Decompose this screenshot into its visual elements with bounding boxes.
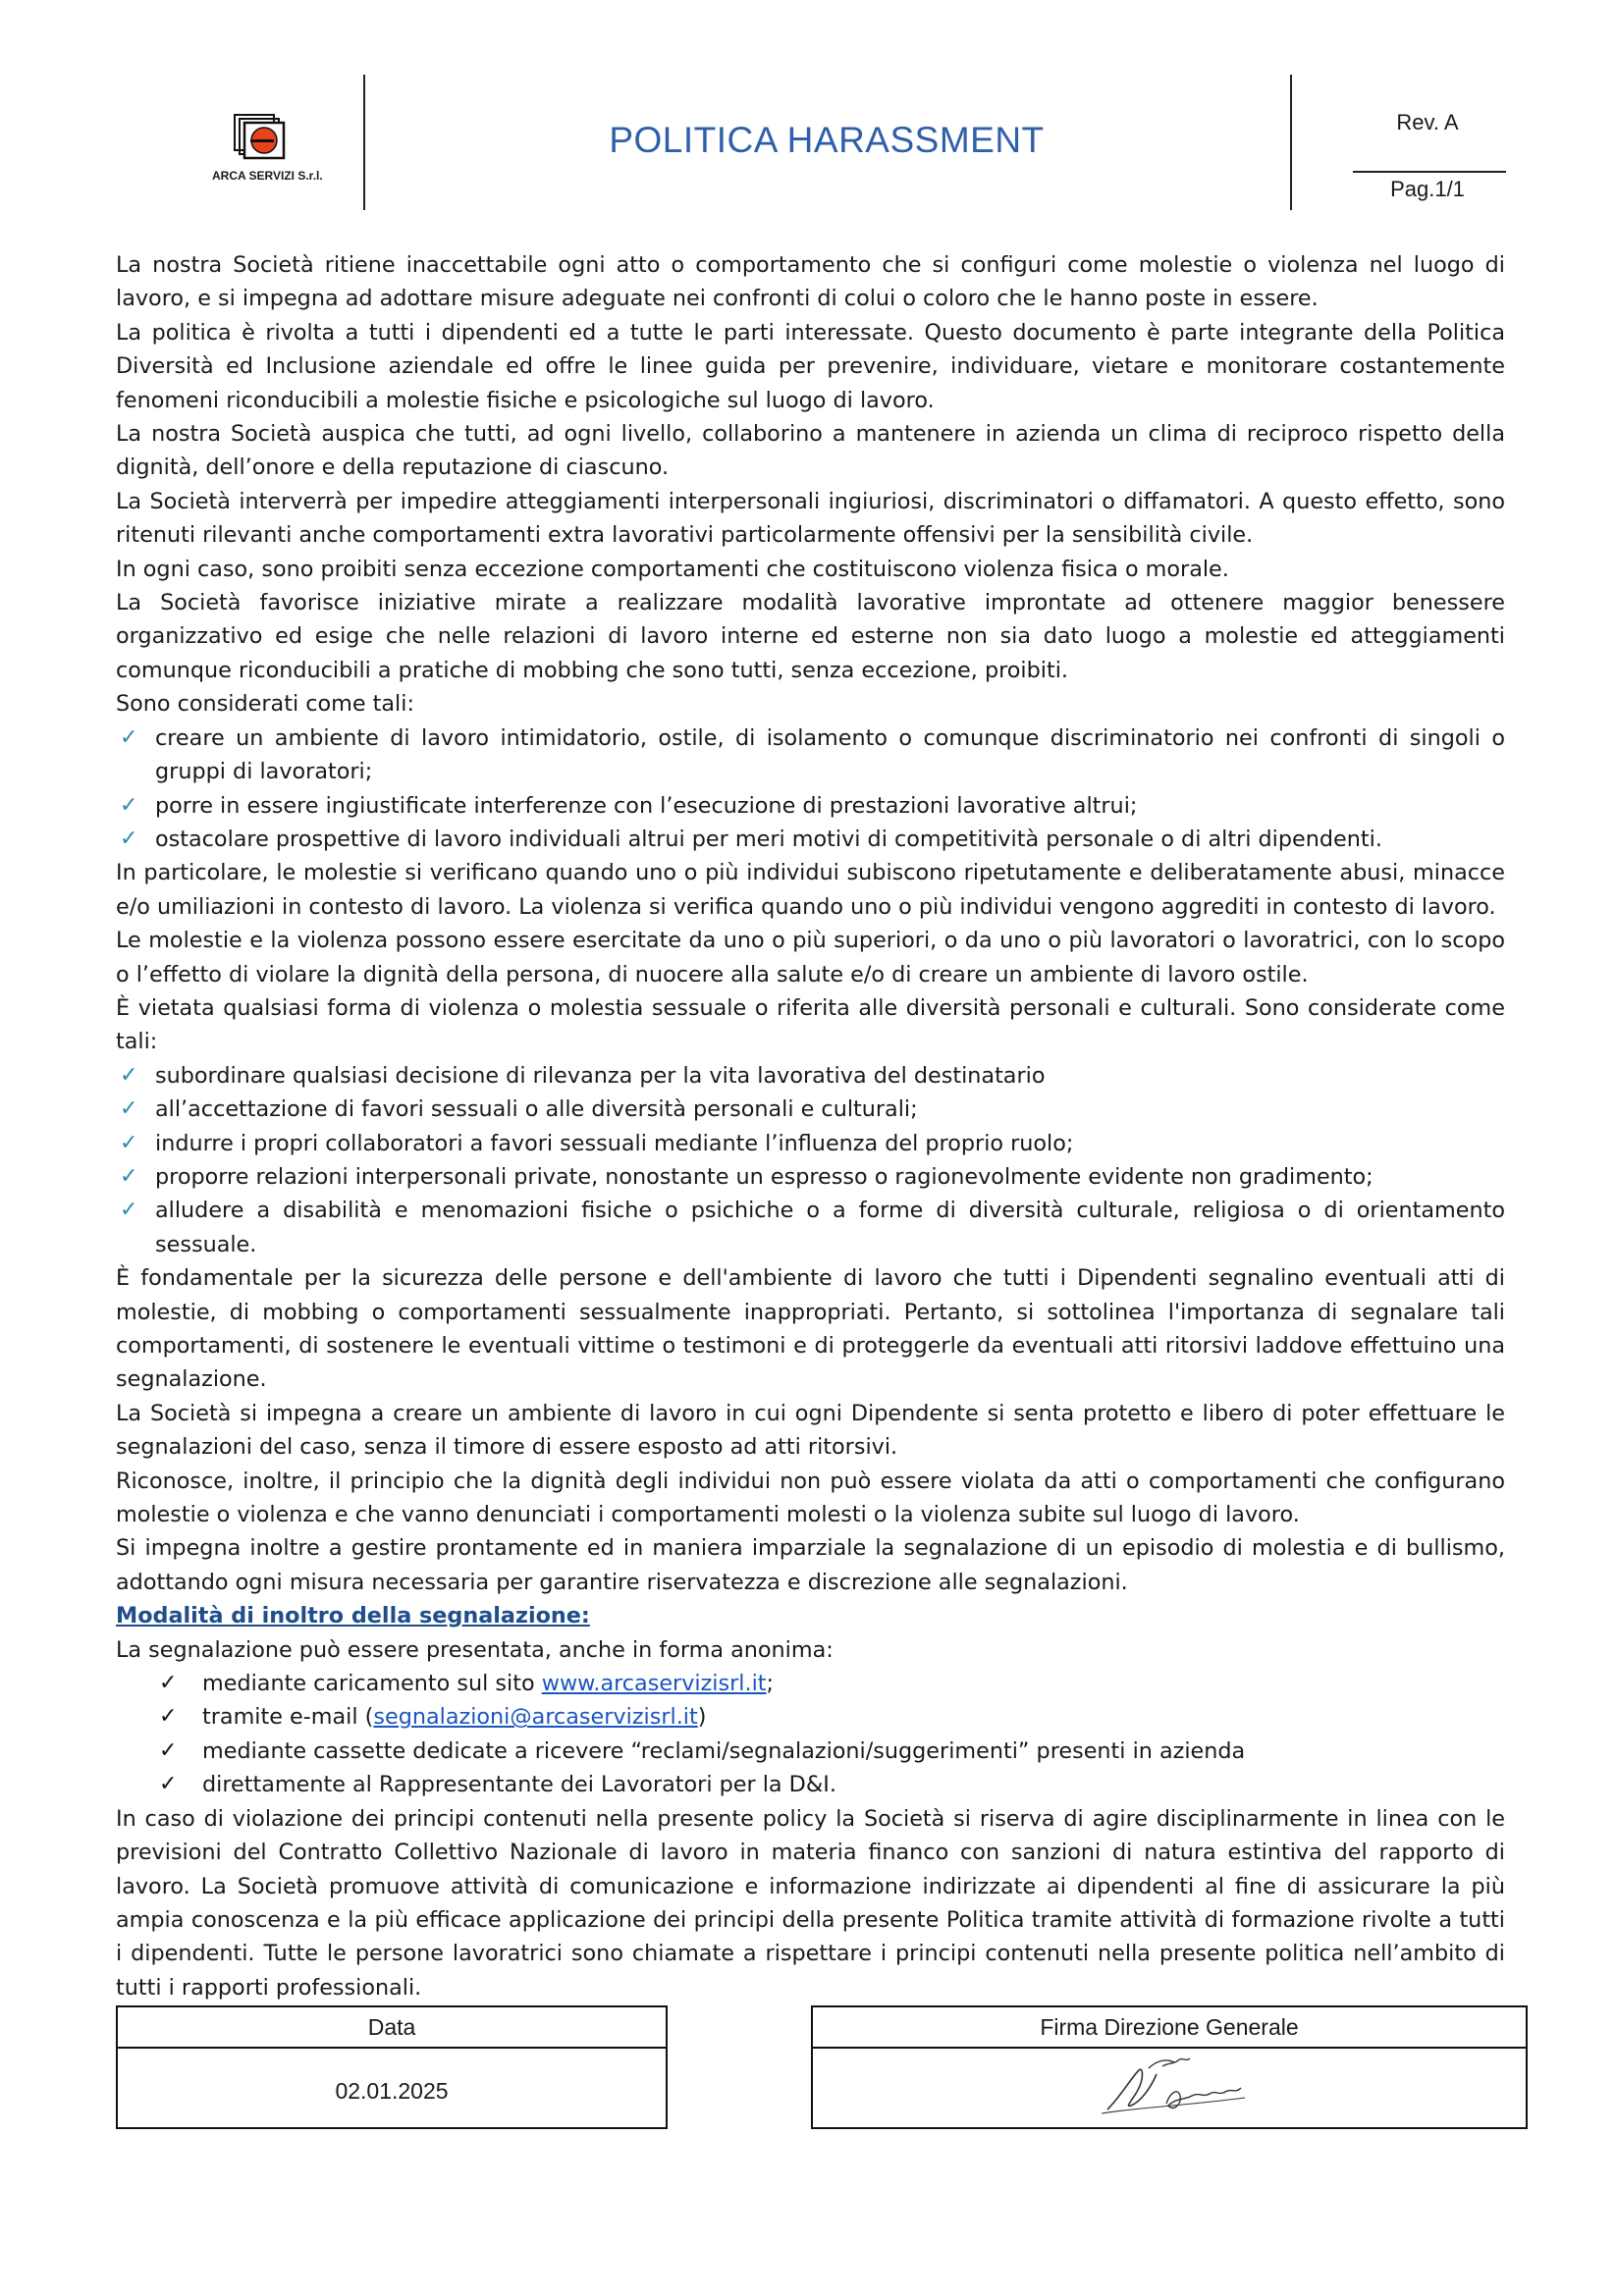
paragraph: La nostra Società auspica che tutti, ad ogni livello, collaborino a mantenere in azienda un clima di reciproco rispetto della dignità, dell’onore e della reputazione di ciascuno. [116, 421, 1505, 481]
paragraph: È fondamentale per la sicurezza delle persone e dell'ambiente di lavoro che tutti i Dipendenti segnalino eventuali atti di molestie, di mobbing o comportamenti sessualmente inappropriati. Pertanto, si sottolinea l'importanza di segnalare tali comportamenti, di sostenere le eventuali vittime o testimoni e di proteggerle da eventuali atti ritorsivi laddove effettuino una segnalazione. [116, 1265, 1505, 1393]
arca-logo-icon [234, 114, 289, 163]
check-icon: ✓ [120, 792, 138, 818]
signature-icon [1098, 2049, 1274, 2127]
list-item: ✓ subordinare qualsiasi decisione di rilevanza per la vita lavorativa del destinatario [116, 1059, 1505, 1093]
revision-divider [1353, 171, 1506, 173]
check-icon: ✓ [159, 1772, 178, 1797]
list-item: ✓ alludere a disabilità e menomazioni fisiche o psichiche o a forme di diversità culturale, religiosa o di orientamento sessuale. [116, 1194, 1505, 1261]
website-link[interactable]: www.arcaservizisrl.it [541, 1671, 767, 1697]
check-icon: ✓ [120, 1062, 138, 1088]
list-item: ✓ proporre relazioni interpersonali private, nonostante un espresso o ragionevolmente evidente non gradimento; [116, 1160, 1505, 1194]
list-item: ✓ indurre i propri collaboratori a favori sessuali mediante l’influenza del proprio ruolo; [116, 1127, 1505, 1160]
list-item: ✓ mediante caricamento sul sito www.arcaservizisrl.it; [116, 1667, 1505, 1700]
check-icon: ✓ [120, 1163, 138, 1189]
header-divider-right [1290, 75, 1292, 210]
check-icon: ✓ [159, 1704, 178, 1730]
paragraph: La Società si impegna a creare un ambiente di lavoro in cui ogni Dipendente si senta protetto e libero di poter effettuare le segnalazioni del caso, senza il timore di essere esposto ad atti ritorsivi. [116, 1400, 1505, 1461]
list-item: ✓ creare un ambiente di lavoro intimidatorio, ostile, di isolamento o comunque discriminatorio nei confronti di singoli o gruppi di lavoratori; [116, 721, 1505, 789]
date-label: Data [118, 2007, 666, 2049]
signature-box [811, 2005, 1528, 2129]
date-box [116, 2005, 668, 2129]
check-icon: ✓ [120, 1198, 138, 1223]
list-item: ✓ direttamente al Rappresentante dei Lavoratori per la D&I. [116, 1768, 1505, 1801]
revision-label: Rev. A [1396, 110, 1459, 134]
reporting-channels-list [116, 1667, 1505, 1802]
paragraph: Sono considerati come tali: [116, 691, 414, 718]
list-item: ✓ tramite e-mail (segnalazioni@arcaservizisrl.it) [116, 1700, 1505, 1734]
paragraph: La segnalazione può essere presentata, anche in forma anonima: [116, 1636, 834, 1663]
paragraph: Si impegna inoltre a gestire prontamente ed in maniera imparziale la segnalazione di un episodio di molestia e di bullismo, adottando ogni misura necessaria per garantire riservatezza e discrezione alle segnalazioni. [116, 1535, 1505, 1595]
paragraph: In ogni caso, sono proibiti senza eccezione comportamenti che costituiscono violenza fisica o morale. [116, 556, 1229, 582]
document-title: POLITICA HARASSMENT [609, 120, 1045, 160]
company-logo [212, 114, 323, 183]
section-heading: Modalità di inoltro della segnalazione: [116, 1603, 590, 1629]
check-icon: ✓ [120, 724, 138, 750]
list-item: ✓ porre in essere ingiustificate interferenze con l’esecuzione di prestazioni lavorative altrui; [116, 789, 1505, 823]
check-icon: ✓ [120, 826, 138, 851]
paragraph: In particolare, le molestie si verificano quando uno o più individui subiscono ripetutamente e deliberatamente abusi, minacce e/o umiliazioni in contesto di lavoro. La violenza si verifica quando uno o più individui vengono aggrediti in contesto di lavoro. [116, 860, 1505, 920]
paragraph: È vietata qualsiasi forma di violenza o molestia sessuale o riferita alle diversità personali e culturali. Sono considerate come tali: [116, 994, 1505, 1055]
list-item: ✓ ostacolare prospettive di lavoro individuali altrui per meri motivi di competitività personale o di altri dipendenti. [116, 823, 1505, 856]
page-number: Pag.1/1 [1390, 177, 1465, 201]
paragraph: La nostra Società ritiene inaccettabile ogni atto o comportamento che si configuri come molestie o violenza nel luogo di lavoro, e si impegna ad adottare misure adeguate nei confronti di colui o coloro che le hanno poste in essere. [116, 252, 1505, 312]
check-icon: ✓ [159, 1671, 178, 1696]
list-item: ✓ all’accettazione di favori sessuali o alle diversità personali e culturali; [116, 1093, 1505, 1126]
email-link[interactable]: segnalazioni@arcaservizisrl.it [373, 1704, 698, 1731]
company-name: ARCA SERVIZI S.r.l. [212, 169, 323, 183]
check-icon: ✓ [120, 1130, 138, 1155]
paragraph: In caso di violazione dei principi contenuti nella presente policy la Società si riserva di agire disciplinarmente in linea con le previsioni del Contratto Collettivo Nazionale di lavoro in materia financo con sanzioni di natura estintiva del rapporto di lavoro. La Società promuove attività di comunicazione e informazione indirizzate ai dipendenti al fine di assicurare la più ampia conoscenza e la più efficace applicazione dei principi della presente Politica tramite attività di formazione rivolte a tutti i dipendenti. Tutte le persone lavoratrici sono chiamate a rispettare i principi contenuti nella presente politica nell’ambito di tutti i rapporti professionali. [116, 1805, 1505, 2001]
signature-label: Firma Direzione Generale [813, 2007, 1526, 2049]
paragraph: La politica è rivolta a tutti i dipendenti ed a tutte le parti interessate. Questo documento è parte integrante della Politica Diversità ed Inclusione aziendale ed offre le linee guida per prevenire, individuare, vietare e monitorare costantemente fenomeni riconducibili a molestie fisiche e psicologiche sul luogo di lavoro. [116, 319, 1505, 413]
paragraph: Riconosce, inoltre, il principio che la dignità degli individui non può essere violata da atti o comportamenti che configurano molestie o violenza e che vanno denunciati i comportamenti molesti o la violenza subite sul luogo di lavoro. [116, 1468, 1505, 1528]
check-icon: ✓ [120, 1096, 138, 1122]
paragraph: La Società interverrà per impedire atteggiamenti interpersonali ingiuriosi, discriminatori o diffamatori. A questo effetto, sono ritenuti rilevanti anche comportamenti extra lavorativi particolarmente offensivi per la sensibilità civile. [116, 488, 1505, 549]
policy-body [116, 248, 1505, 2004]
harassment-list [116, 1059, 1505, 1261]
paragraph: La Società favorisce iniziative mirate a realizzare modalità lavorative improntate ad ottenere maggior benessere organizzativo ed esige che nelle relazioni di lavoro interne ed esterne non sia dato luogo a molestie ed atteggiamenti comunque riconducibili a pratiche di mobbing che sono tutti, senza eccezione, proibiti. [116, 590, 1505, 683]
check-icon: ✓ [159, 1737, 178, 1763]
date-value: 02.01.2025 [335, 2078, 449, 2104]
list-item: ✓ mediante cassette dedicate a ricevere “reclami/segnalazioni/suggerimenti” presenti in azienda [116, 1735, 1505, 1768]
mobbing-list [116, 721, 1505, 857]
paragraph: Le molestie e la violenza possono essere esercitate da uno o più superiori, o da uno o più lavoratori o lavoratrici, con lo scopo o l’effetto di violare la dignità della persona, di nuocere alla salute e/o di creare un ambiente di lavoro ostile. [116, 928, 1505, 988]
